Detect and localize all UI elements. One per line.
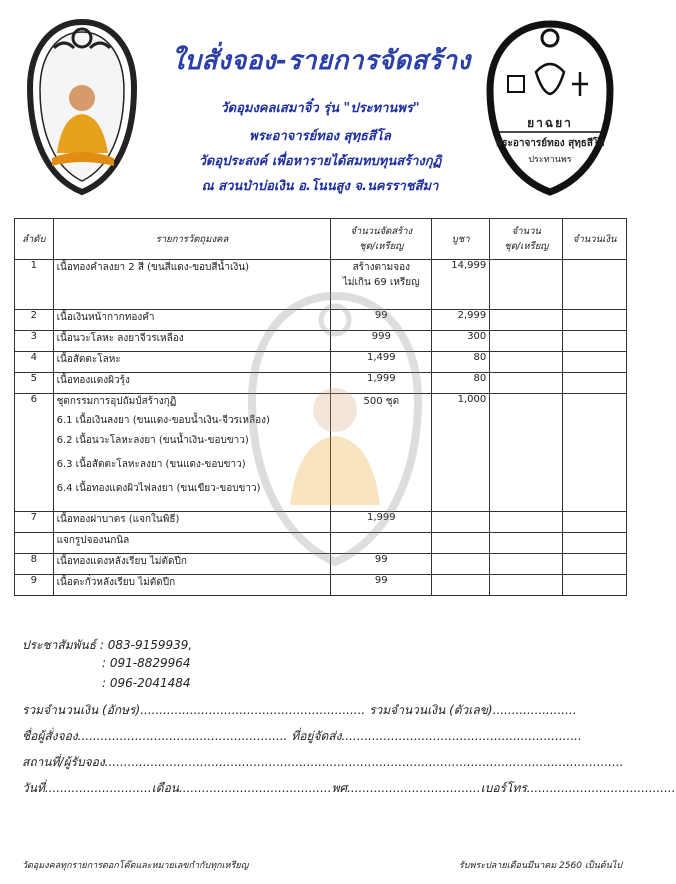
contact-line: ประชาสัมพันธ์ : 083-9159939,: [22, 638, 193, 652]
year-label: พศ: [331, 781, 348, 795]
form-place-row: [22, 753, 622, 772]
header: [0, 0, 640, 210]
col-made-header: จำนวนจัดสร้าง ชุด/เหรียญ: [331, 219, 432, 260]
table-row: 5 เนื้อทองแดงผิวรุ้ง 1,999 80: [15, 373, 627, 394]
amount-cell[interactable]: [563, 260, 627, 310]
qty-cell[interactable]: [490, 394, 563, 512]
footer-note-left: วัดอุมงคลทุกรายการตอกโค๊ตและหมายเลขกำกับทุกเหรียญ: [22, 861, 249, 871]
monk-medal-image: [22, 18, 142, 196]
date-label: วันที่: [22, 781, 45, 795]
table-row: 3 เนื้อนวะโลหะ ลงยาจีวรเหลือง 999 300: [15, 331, 627, 352]
address-label: ที่อยู่จัดส่ง: [291, 729, 342, 743]
contact-phone: : 096-2041484: [102, 676, 191, 690]
medal-edition-name: ประทานพร: [528, 155, 572, 165]
orderer-field[interactable]: .......................................................: [77, 729, 288, 743]
col-amount-header: จำนวนเงิน: [563, 219, 627, 260]
subitem: 6.2 เนื้อนวะโลหะลงยา (ขนน้ำเงิน-ขอบขาว): [56, 435, 249, 446]
month-field[interactable]: ........................................: [178, 781, 332, 795]
total-num-label: รวมจำนวนเงิน (ตัวเลข): [369, 703, 493, 717]
subitem: 6.1 เนื้อเงินลงยา (ขนแดง-ขอบน้ำเงิน-จีวรเหลือง): [56, 415, 270, 426]
amount-cell[interactable]: [563, 331, 627, 352]
purpose-line: วัดอุประสงค์ เพื่อหารายได้สมทบทุนสร้างกุฏิ: [198, 154, 442, 169]
amount-cell[interactable]: [563, 575, 627, 596]
col-price-header: บูชา: [432, 219, 490, 260]
place-label: สถานที่/ผู้รับจอง: [22, 755, 105, 769]
table-row: 1 เนื้อทองคำลงยา 2 สี (ขนสีแดง-ขอบสีน้ำเงิน) สร้างตามจอง ไม่เกิน 69 เหรียญ 14,999: [15, 260, 627, 310]
phone-field[interactable]: .......................................: [526, 781, 676, 795]
table-row: 2 เนื้อเงินหน้ากากทองคำ 99 2,999: [15, 310, 627, 331]
medal-back-image: [484, 20, 616, 196]
page-title: ใบสั่งจอง-รายการจัดสร้าง: [171, 46, 471, 76]
total-num-field[interactable]: ......................: [492, 703, 577, 717]
col-item-header: รายการวัตถุมงคล: [53, 219, 331, 260]
table-row: 8 เนื้อทองแดงหลังเรียบ ไม่ตัดปีก 99: [15, 554, 627, 575]
total-text-field[interactable]: ...........................................................: [140, 703, 366, 717]
place-field[interactable]: ........................................................................................................................................: [104, 755, 624, 769]
temple-line: วัดอุมงคลเสมาจิ๋ว รุ่น "ประทานพร": [220, 101, 420, 116]
amount-cell[interactable]: [563, 352, 627, 373]
form-date-row: [22, 779, 676, 798]
year-field[interactable]: ...................................: [347, 781, 481, 795]
amount-cell[interactable]: [563, 310, 627, 331]
qty-cell[interactable]: [490, 554, 563, 575]
qty-cell[interactable]: [490, 310, 563, 331]
address-field[interactable]: ...............................................................: [341, 729, 582, 743]
amount-cell[interactable]: [563, 554, 627, 575]
qty-cell[interactable]: [490, 373, 563, 394]
medal-monk-name: พระอาจารย์ทอง สุทฺธสีโล: [495, 138, 605, 149]
amount-cell[interactable]: [563, 394, 627, 512]
footer-note-right: รับพระปลายเดือนมีนาคม 2560 เป็นต้นไป: [458, 861, 622, 871]
month-label: เดือน: [151, 781, 179, 795]
order-table: [14, 218, 627, 596]
orderer-label: ชื่อผู้สั่งจอง: [22, 729, 78, 743]
subitem: 6.3 เนื้อสัตตะโลหะลงยา (ขนแดง-ขอบขาว): [56, 459, 246, 470]
qty-cell[interactable]: [490, 575, 563, 596]
amount-cell[interactable]: [563, 512, 627, 533]
amount-cell[interactable]: [563, 373, 627, 394]
qty-cell[interactable]: [490, 512, 563, 533]
phone-label: เบอร์โทร: [480, 781, 527, 795]
contact-block: [22, 636, 192, 696]
date-field[interactable]: ............................: [44, 781, 152, 795]
qty-cell[interactable]: [490, 260, 563, 310]
table-header-row: [15, 219, 627, 260]
col-no-header: ลำดับ: [15, 219, 54, 260]
qty-cell[interactable]: [490, 331, 563, 352]
qty-cell[interactable]: [490, 352, 563, 373]
contact-phone: : 091-8829964: [102, 656, 191, 670]
table-row: 9 เนื้อตะกั่วหลังเรียบ ไม่ตัดปีก 99: [15, 575, 627, 596]
subitem: 6.4 เนื้อทองแดงผิวไฟลงยา (ขนเขียว-ขอบขาว): [56, 483, 261, 494]
table-row: 7 เนื้อทองฝาบาตร (แจกในพิธี) 1,999: [15, 512, 627, 533]
table-row: แจกรูปจองนกนิล: [15, 533, 627, 554]
col-qty-header: จำนวน ชุด/เหรียญ: [490, 219, 563, 260]
table-row: 6 ชุดกรรมการอุปถัมป์สร้างกุฏิ 6.1 เนื้อเงินลงยา (ขนแดง-ขอบน้ำเงิน-จีวรเหลือง) 6.2 เนื้อนวะโลหะลงยา (ขนน้ำเงิน-ขอบขาว) 6.3 เนื้อสัตตะโลหะลงยา (ขนแดง-ขอบขาว) 6.4 เนื้อทองแดงผิวไฟลงยา (ขนเขียว-ขอบขาว) 500 ชุด 1,000: [15, 394, 627, 512]
monk-name-line: พระอาจารย์ทอง สุทฺธสีโล: [249, 129, 391, 144]
form-total-row: [22, 701, 622, 720]
form-orderer-row: [22, 727, 622, 746]
location-line: ณ สวนป่าบ่อเงิน อ.โนนสูง จ.นครราชสีมา: [201, 179, 439, 194]
table-row: 4 เนื้อสัตตะโลหะ 1,499 80: [15, 352, 627, 373]
total-text-label: รวมจำนวนเงิน (อักษร): [22, 703, 141, 717]
medal-script-row: ยาฉยา: [527, 116, 573, 130]
